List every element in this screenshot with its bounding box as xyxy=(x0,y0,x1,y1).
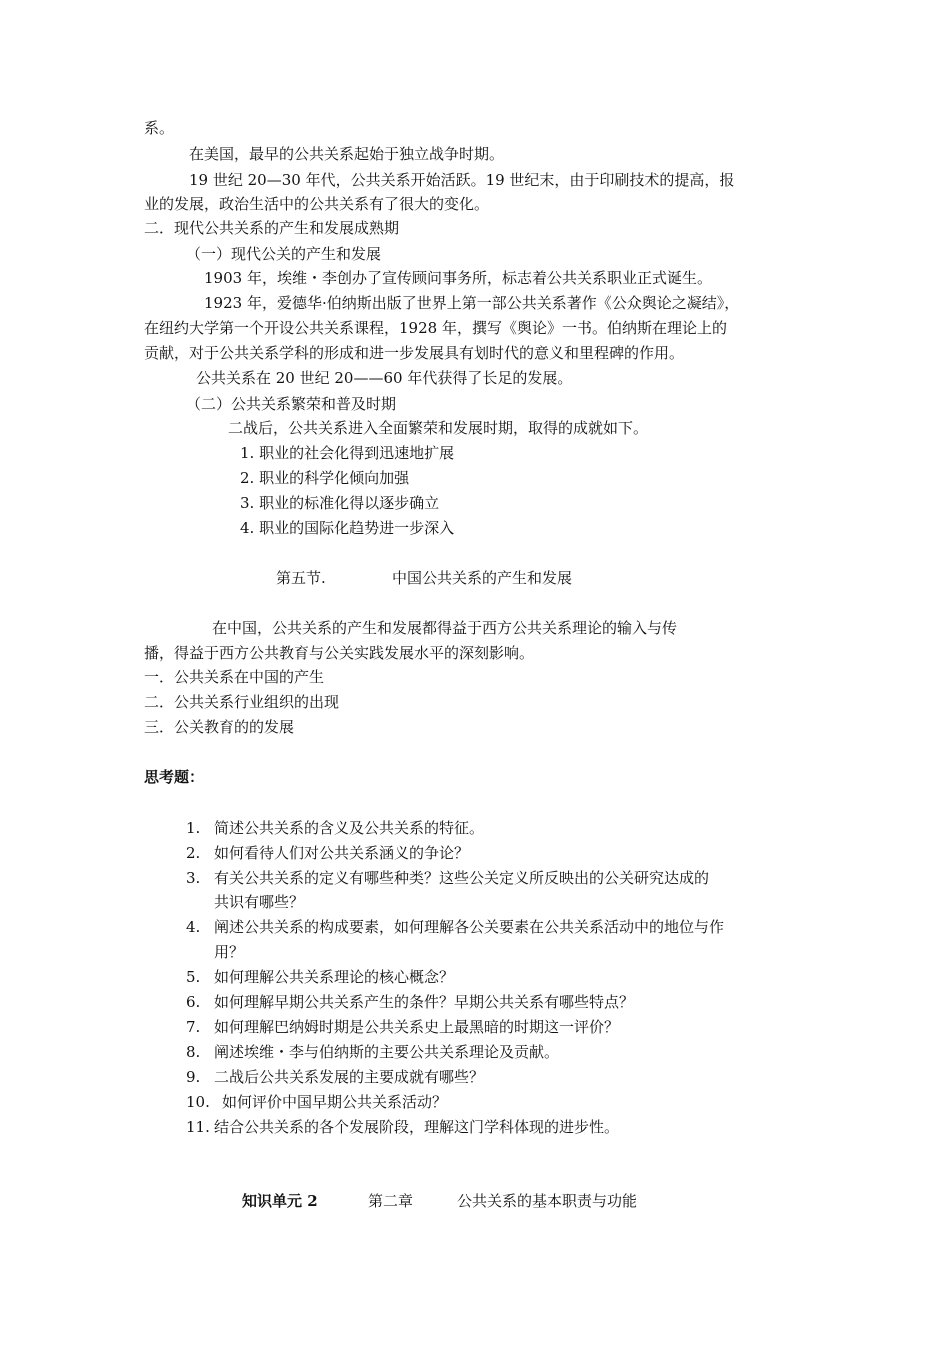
question-text-continued: 用？ xyxy=(214,943,245,961)
list-item: 3. 职业的标准化得以逐步确立 xyxy=(240,494,440,512)
question-text: 如何评价中国早期公共关系活动？ xyxy=(222,1093,448,1111)
section-number: 第五节. xyxy=(276,569,326,587)
section-heading: 三．公关教育的的发展 xyxy=(144,718,295,736)
section-heading: 二．现代公共关系的产生和发展成熟期 xyxy=(144,219,400,237)
paragraph-line: 二战后，公共关系进入全面繁荣和发展时期，取得的成就如下。 xyxy=(228,419,649,437)
paragraph-line: 公共关系在 20 世纪 20——60 年代获得了长足的发展。 xyxy=(196,369,573,387)
question-number: 11. xyxy=(186,1118,210,1136)
chapter-label: 第二章 xyxy=(368,1192,414,1210)
question-number: 8. xyxy=(186,1043,201,1061)
question-text: 有关公共关系的定义有哪些种类？这些公关定义所反映出的公关研究达成的 xyxy=(214,869,710,887)
paragraph-line: 1903 年，埃维・李创办了宣传顾问事务所，标志着公共关系职业正式诞生。 xyxy=(204,269,712,287)
question-text: 阐述公共关系的构成要素，如何理解各公关要素在公共关系活动中的地位与作 xyxy=(214,918,725,936)
subsection-heading: （二）公共关系繁荣和普及时期 xyxy=(186,395,397,413)
paragraph-line: 在美国，最早的公共关系起始于独立战争时期。 xyxy=(189,145,505,163)
question-number: 4. xyxy=(186,918,201,936)
section-heading: 二．公共关系行业组织的出现 xyxy=(144,693,340,711)
question-number: 6. xyxy=(186,993,201,1011)
question-number: 3. xyxy=(186,869,201,887)
question-text: 如何理解早期公共关系产生的条件？早期公共关系有哪些特点？ xyxy=(214,993,635,1011)
subsection-heading: （一）现代公关的产生和发展 xyxy=(186,245,382,263)
question-text: 如何看待人们对公共关系涵义的争论？ xyxy=(214,844,470,862)
paragraph-line: 在中国，公共关系的产生和发展都得益于西方公共关系理论的输入与传 xyxy=(212,619,678,637)
paragraph-line: 系。 xyxy=(144,119,175,137)
question-number: 1. xyxy=(186,819,201,837)
paragraph-line: 19 世纪 20—30 年代，公共关系开始活跃。19 世纪末，由于印刷技术的提高，报 xyxy=(189,171,735,189)
unit-label: 知识单元 2 xyxy=(242,1192,318,1210)
section-title: 中国公共关系的产生和发展 xyxy=(392,569,573,587)
question-number: 9. xyxy=(186,1068,201,1086)
paragraph-line: 播，得益于西方公共教育与公关实践发展水平的深刻影响。 xyxy=(144,644,535,662)
list-item: 2. 职业的科学化倾向加强 xyxy=(240,469,410,487)
paragraph-line: 1923 年，爱德华·伯纳斯出版了世界上第一部公共关系著作《公众舆论之凝结》， xyxy=(204,294,740,312)
paragraph-line: 在纽约大学第一个开设公共关系课程，1928 年，撰写《舆论》一书。伯纳斯在理论上的 xyxy=(144,319,727,337)
list-item: 4. 职业的国际化趋势进一步深入 xyxy=(240,519,455,537)
chapter-title: 公共关系的基本职责与功能 xyxy=(457,1192,638,1210)
question-text: 二战后公共关系发展的主要成就有哪些？ xyxy=(214,1068,485,1086)
question-text: 简述公共关系的含义及公共关系的特征。 xyxy=(214,819,485,837)
question-text: 阐述埃维・李与伯纳斯的主要公共关系理论及贡献。 xyxy=(214,1043,560,1061)
question-text: 如何理解巴纳姆时期是公共关系史上最黑暗的时期这一评价？ xyxy=(214,1018,620,1036)
list-item: 1. 职业的社会化得到迅速地扩展 xyxy=(240,444,455,462)
question-number: 7. xyxy=(186,1018,201,1036)
paragraph-line: 业的发展，政治生活中的公共关系有了很大的变化。 xyxy=(144,195,490,213)
questions-heading: 思考题： xyxy=(144,768,205,786)
section-heading: 一．公共关系在中国的产生 xyxy=(144,668,325,686)
question-text-continued: 共识有哪些？ xyxy=(214,893,305,911)
question-number: 5. xyxy=(186,968,201,986)
question-text: 如何理解公共关系理论的核心概念？ xyxy=(214,968,455,986)
question-text: 结合公共关系的各个发展阶段，理解这门学科体现的进步性。 xyxy=(214,1118,620,1136)
question-number: 2. xyxy=(186,844,201,862)
paragraph-line: 贡献，对于公共关系学科的形成和进一步发展具有划时代的意义和里程碑的作用。 xyxy=(144,344,685,362)
question-number: 10. xyxy=(186,1093,210,1111)
